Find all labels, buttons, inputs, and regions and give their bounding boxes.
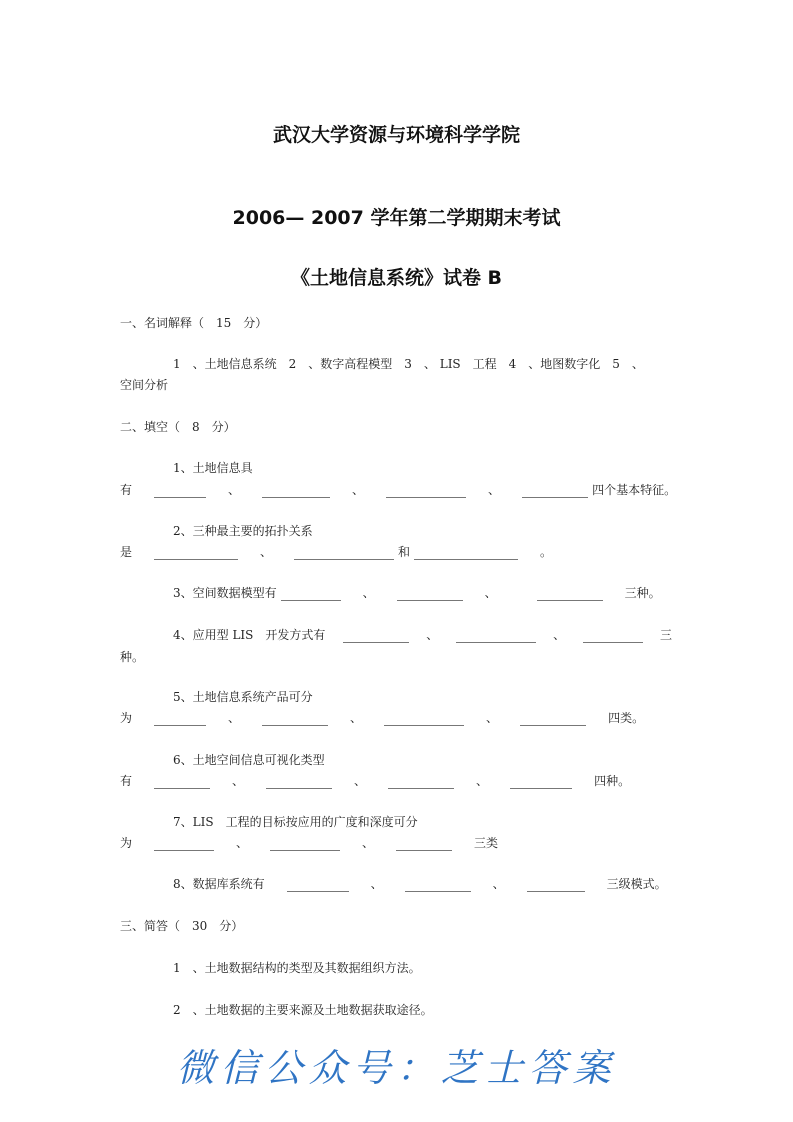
q2-stem: 2、三种最主要的拓扑关系	[173, 524, 313, 538]
q1-lead: 有	[120, 483, 133, 497]
sep: 、	[228, 711, 241, 725]
q8-stem: 8、数据库系统有	[173, 877, 265, 891]
blank[interactable]	[154, 548, 238, 560]
blank[interactable]	[537, 589, 603, 601]
q7-stem: 7、LIS 工程的目标按应用的广度和深度可分	[173, 815, 418, 829]
q6-lead: 有	[120, 774, 133, 788]
sep: 、	[260, 545, 273, 559]
school-title: 武汉大学资源与环境科学学院	[272, 124, 520, 146]
sep: 、	[476, 774, 489, 788]
blank[interactable]	[154, 486, 206, 498]
short-answer-2: 2 、土地数据的主要来源及土地数据获取途径。	[173, 1003, 433, 1017]
watermark: 微信公众号：芝士答案	[176, 1046, 617, 1090]
q1-stem: 1、土地信息具	[173, 461, 253, 475]
blank[interactable]	[270, 839, 340, 851]
blank[interactable]	[388, 777, 454, 789]
blank[interactable]	[414, 548, 518, 560]
section-3-heading: 三、简答（ 30 分）	[120, 919, 244, 933]
q3-stem: 3、空间数据模型有	[173, 586, 277, 600]
q5-line	[120, 710, 644, 726]
blank[interactable]	[154, 777, 210, 789]
q7-tail: 三类	[474, 836, 499, 850]
q7-lead: 为	[120, 836, 133, 850]
blank[interactable]	[522, 486, 588, 498]
q3-line	[173, 585, 661, 601]
blank[interactable]	[262, 714, 328, 726]
blank[interactable]	[456, 631, 536, 643]
q1-tail: 四个基本特征。	[592, 483, 677, 497]
sep: 、	[553, 628, 566, 642]
q4-stem: 4、应用型 LIS 开发方式有	[173, 628, 326, 642]
sep: 、	[362, 836, 375, 850]
blank[interactable]	[583, 631, 643, 643]
sep: 、	[370, 877, 383, 891]
blank[interactable]	[397, 589, 463, 601]
sep: 、	[232, 774, 245, 788]
q8-tail: 三级模式。	[606, 877, 667, 891]
sep: 、	[492, 877, 505, 891]
blank[interactable]	[384, 714, 464, 726]
blank[interactable]	[386, 486, 466, 498]
blank[interactable]	[527, 880, 585, 892]
and-text: 和	[398, 545, 411, 559]
sep: 、	[236, 836, 249, 850]
exam-term-title: 2006— 2007 学年第二学期期末考试	[232, 207, 561, 229]
section-1-terms-cont: 空间分析	[120, 378, 169, 392]
q5-stem: 5、土地信息系统产品可分	[173, 690, 313, 704]
q4-tail2: 种。	[120, 650, 145, 664]
blank[interactable]	[154, 714, 206, 726]
sep: 、	[426, 628, 439, 642]
blank[interactable]	[343, 631, 409, 643]
blank[interactable]	[281, 589, 341, 601]
sep: 、	[350, 711, 363, 725]
section-1-heading: 一、名词解释（ 15 分）	[120, 316, 268, 330]
sep: 、	[354, 774, 367, 788]
sep: 、	[228, 483, 241, 497]
blank[interactable]	[287, 880, 349, 892]
q2-tail: 。	[540, 545, 553, 559]
blank[interactable]	[405, 880, 471, 892]
blank[interactable]	[396, 839, 452, 851]
q6-tail: 四种。	[594, 774, 631, 788]
short-answer-1: 1 、土地数据结构的类型及其数据组织方法。	[173, 961, 421, 975]
blank[interactable]	[262, 486, 330, 498]
blank[interactable]	[266, 777, 332, 789]
q6-line	[120, 773, 630, 789]
q4-tail: 三	[659, 628, 672, 642]
q6-stem: 6、土地空间信息可视化类型	[173, 753, 325, 767]
q4-line	[173, 627, 672, 643]
q5-tail: 四类。	[608, 711, 645, 725]
sep: 、	[362, 586, 375, 600]
q3-tail: 三种。	[624, 586, 661, 600]
blank[interactable]	[520, 714, 586, 726]
blank[interactable]	[510, 777, 572, 789]
q8-line	[173, 876, 667, 892]
q2-line	[120, 544, 552, 560]
sep: 、	[488, 483, 501, 497]
sep: 、	[352, 483, 365, 497]
q5-lead: 为	[120, 711, 133, 725]
sep: 、	[484, 586, 497, 600]
sep: 、	[486, 711, 499, 725]
blank[interactable]	[154, 839, 214, 851]
blank[interactable]	[294, 548, 394, 560]
section-1-terms: 1 、土地信息系统 2 、数字高程模型 3 、 LIS 工程 4 、地图数字化 5 、	[173, 357, 644, 371]
q2-lead: 是	[120, 545, 133, 559]
q1-line	[120, 482, 676, 498]
q7-line	[120, 835, 498, 851]
section-2-heading: 二、填空（ 8 分）	[120, 420, 236, 434]
paper-title: 《土地信息系统》试卷 B	[290, 267, 503, 289]
